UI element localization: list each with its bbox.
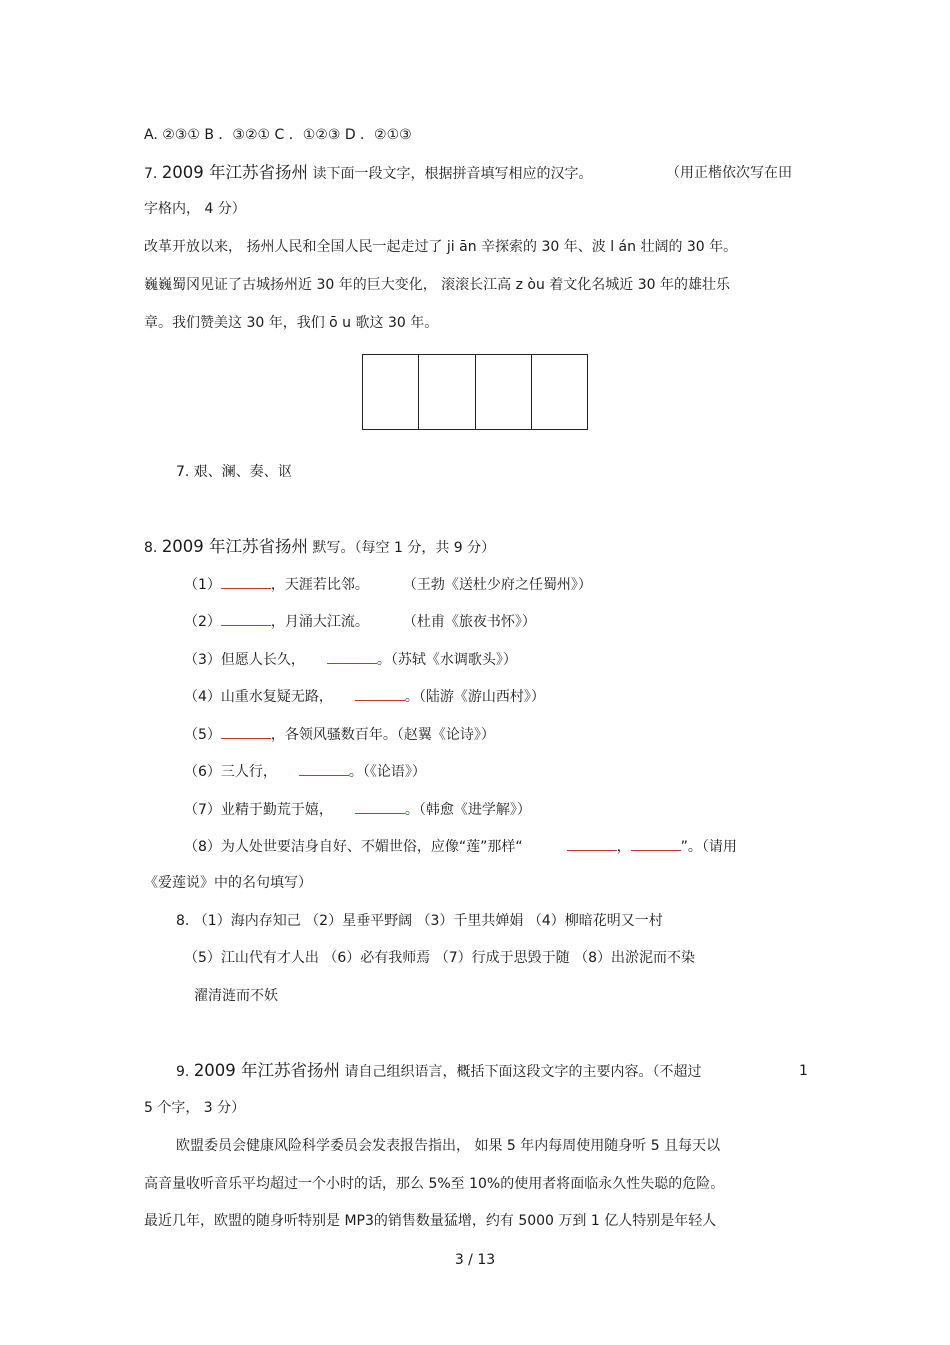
fill-blank[interactable] xyxy=(355,799,405,814)
fill-blank[interactable] xyxy=(631,836,681,851)
question-note: （用正楷依次写在田 xyxy=(666,165,792,181)
recitation-item xyxy=(184,574,592,595)
question-prompt-cont: 5 个字， 3 分） xyxy=(144,1100,246,1116)
item-prefix: （3）但愿人长久， xyxy=(184,652,305,668)
fill-blank[interactable] xyxy=(221,724,271,739)
options-line: A. ②③① B ．③②① C ．①②③ D ．②①③ xyxy=(144,127,412,143)
item-text: 。（苏轼《水调歌头》） xyxy=(376,652,517,668)
recitation-item-8 xyxy=(184,836,737,857)
item-prefix: （6）三人行， xyxy=(184,764,277,780)
recitation-item xyxy=(184,649,517,670)
question-7-answer: 7. 艰、澜、奏、讴 xyxy=(176,464,292,480)
item-prefix: （5） xyxy=(184,727,221,743)
question-7-header xyxy=(144,163,593,184)
question-number: 8. xyxy=(144,540,158,556)
grid-cell[interactable] xyxy=(476,355,532,429)
question-prompt-num: 1 xyxy=(799,1063,808,1079)
recitation-item xyxy=(184,724,495,745)
question-note-cont: 字格内， 4 分） xyxy=(144,201,246,217)
fill-blank[interactable] xyxy=(299,761,349,776)
question-prompt: 默写。（每空 1 分，共 9 分） xyxy=(312,540,496,556)
item-text: 。（陆游《游山西村》） xyxy=(404,689,545,705)
fill-blank[interactable] xyxy=(567,836,617,851)
item-text: （8）为人处世要洁身自好、不媚世俗，应像“莲”那样“ xyxy=(184,839,523,855)
question-8-answer: 濯清涟而不妖 xyxy=(194,988,278,1004)
passage-line: 最近几年，欧盟的随身听特别是 MP3的销售数量猛增，约有 5000 万到 1 亿人特别是年轻人 xyxy=(144,1213,717,1229)
item-prefix: （4）山重水复疑无路， xyxy=(184,689,333,705)
passage-line: 章。我们赞美这 30 年，我们 ō u 歌这 30 年。 xyxy=(144,315,439,331)
item-reference: （王勃《送杜少府之任蜀州》） xyxy=(402,577,592,593)
question-prompt: 请自己组织语言，概括下面这段文字的主要内容。（不超过 xyxy=(344,1064,702,1080)
item-text: 。（《论语》） xyxy=(348,764,426,780)
question-prompt: 读下面一段文字，根据拼音填写相应的汉字。 xyxy=(312,166,593,182)
question-number: 7. xyxy=(144,166,158,182)
question-number: 9. xyxy=(176,1064,190,1080)
question-8-answer: 8. （1）海内存知己 （2）星垂平野阔 （3）千里共婵娟 （4）柳暗花明又一村 xyxy=(176,913,663,929)
item-text: ”。（请用 xyxy=(680,839,737,855)
item-text: ，月涌大江流。 xyxy=(270,614,369,630)
question-8-answer: （5）江山代有才人出 （6）必有我师焉 （7）行成于思毁于随 （8）出淤泥而不染 xyxy=(184,950,695,966)
item-prefix: （2） xyxy=(184,614,221,630)
passage-line: 欧盟委员会健康风险科学委员会发表报告指出， 如果 5 年内每周使用随身听 5 且每天以 xyxy=(176,1138,721,1154)
page-number: 3 / 13 xyxy=(454,1252,496,1268)
item-text: 。（韩愈《进学解》） xyxy=(404,802,531,818)
passage-line: 巍巍蜀冈见证了古城扬州近 30 年的巨大变化， 滚滚长江高 z òu 着文化名城近 30 年的雄壮乐 xyxy=(144,277,731,293)
item-text: ，各领风骚数百年。（赵翼《论诗》） xyxy=(270,727,495,743)
question-source: 2009 年江苏省扬州 xyxy=(193,1061,341,1080)
question-9-header xyxy=(176,1061,702,1082)
question-source: 2009 年江苏省扬州 xyxy=(161,537,309,556)
recitation-item-8-cont: 《爱莲说》中的名句填写） xyxy=(144,875,312,891)
grid-cell[interactable] xyxy=(419,355,475,429)
recitation-item xyxy=(184,686,545,707)
item-prefix: （1） xyxy=(184,577,221,593)
fill-blank[interactable] xyxy=(221,611,271,626)
passage-line: 改革开放以来， 扬州人民和全国人民一起走过了 ji ān 辛探索的 30 年、波 l án 壮阔的 30 年。 xyxy=(144,239,738,255)
question-source: 2009 年江苏省扬州 xyxy=(161,163,309,182)
fill-blank[interactable] xyxy=(355,686,405,701)
item-separator: ， xyxy=(616,839,631,855)
grid-cell[interactable] xyxy=(363,355,419,429)
recitation-item xyxy=(184,761,426,782)
fill-blank[interactable] xyxy=(327,649,377,664)
fill-blank[interactable] xyxy=(221,574,271,589)
item-text: ，天涯若比邻。 xyxy=(270,577,369,593)
item-prefix: （7）业精于勤荒于嬉， xyxy=(184,802,333,818)
item-reference: （杜甫《旅夜书怀》） xyxy=(402,614,536,630)
recitation-item xyxy=(184,799,531,820)
passage-line: 高音量收听音乐平均超过一个小时的话，那么 5%至 10%的使用者将面临永久性失聪的危险。 xyxy=(144,1176,725,1192)
grid-cell[interactable] xyxy=(532,355,587,429)
answer-grid[interactable] xyxy=(362,354,588,430)
recitation-item xyxy=(184,611,536,632)
question-8-header xyxy=(144,537,495,558)
